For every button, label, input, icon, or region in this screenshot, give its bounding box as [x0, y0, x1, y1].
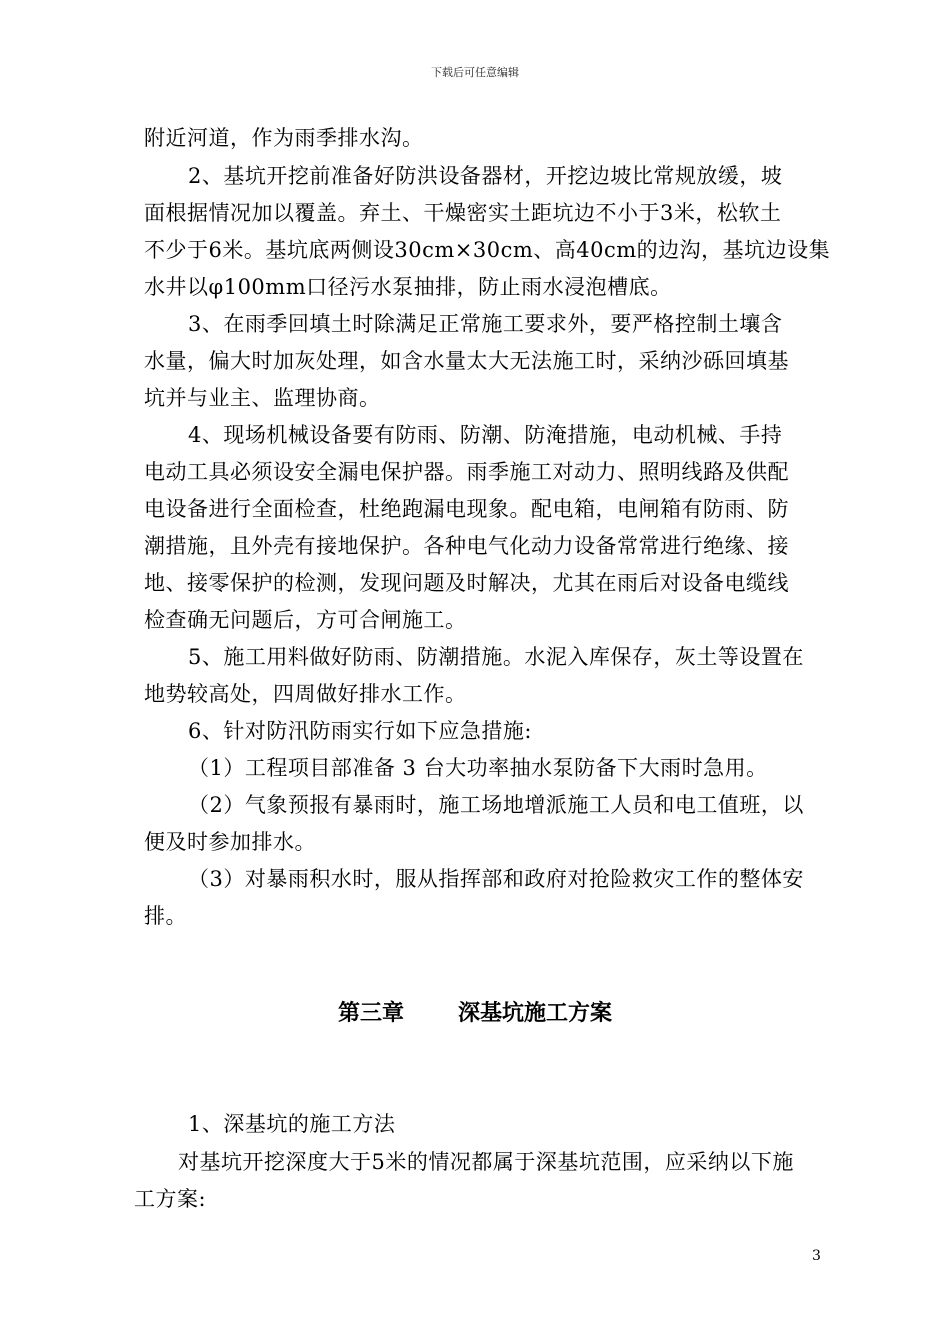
page-header-note: 下载后可任意编辑	[431, 66, 519, 79]
body-line: 对基坑开挖深度大于5米的情况都属于深基坑范围，应采纳以下施	[178, 1150, 794, 1174]
body-line: 附近河道，作为雨季排水沟。	[144, 126, 424, 150]
body-line: 地势较高处，四周做好排水工作。	[144, 682, 467, 706]
body-line: 水量，偏大时加灰处理，如含水量太大无法施工时，采纳沙砾回填基	[144, 349, 789, 373]
section-heading: 1、深基坑的施工方法	[188, 1112, 396, 1136]
body-line: （3）对暴雨积水时，服从指挥部和政府对抢险救灾工作的整体安	[188, 867, 804, 891]
body-line: 坑并与业主、监理协商。	[144, 386, 381, 410]
body-line: 电设备进行全面检查，杜绝跑漏电现象。配电箱，电闸箱有防雨、防	[144, 497, 789, 521]
page-number: 3	[812, 1248, 821, 1264]
body-line: 工方案:	[134, 1187, 207, 1211]
body-line: 4、现场机械设备要有防雨、防潮、防淹措施，电动机械、手持	[188, 423, 783, 447]
body-line: 水井以φ100mm口径污水泵抽排，防止雨水浸泡槽底。	[144, 275, 672, 299]
chapter-heading	[0, 996, 950, 1027]
body-line: 不少于6米。基坑底两侧设30cm×30cm、高40cm的边沟，基坑边设集	[144, 238, 831, 262]
body-line: 排。	[144, 904, 187, 928]
body-line: 6、针对防汛防雨实行如下应急措施:	[188, 719, 532, 743]
body-line: 3、在雨季回填土时除满足正常施工要求外，要严格控制土壤含	[188, 312, 783, 336]
body-line: （1）工程项目部准备 3 台大功率抽水泵防备下大雨时急用。	[188, 756, 768, 780]
body-line: 潮措施，且外壳有接地保护。各种电气化动力设备常常进行绝缘、接	[144, 534, 789, 558]
body-line: 电动工具必须设安全漏电保护器。雨季施工对动力、照明线路及供配	[144, 460, 789, 484]
body-line: 面根据情况加以覆盖。弃土、干燥密实土距坑边不小于3米，松软土	[144, 201, 782, 225]
chapter-title: 深基坑施工方案	[458, 1000, 613, 1026]
body-line: 检查确无问题后，方可合闸施工。	[144, 608, 467, 632]
body-line: 5、施工用料做好防雨、防潮措施。水泥入库保存，灰土等设置在	[188, 645, 804, 669]
chapter-number: 第三章	[337, 1000, 404, 1026]
body-line: 地、接零保护的检测，发现问题及时解决，尤其在雨后对设备电缆线	[144, 571, 789, 595]
body-line: 2、基坑开挖前准备好防洪设备器材，开挖边坡比常规放缓，坡	[188, 164, 783, 188]
body-line: 便及时参加排水。	[144, 830, 316, 854]
body-line: （2）气象预报有暴雨时，施工场地增派施工人员和电工值班，以	[188, 793, 804, 817]
